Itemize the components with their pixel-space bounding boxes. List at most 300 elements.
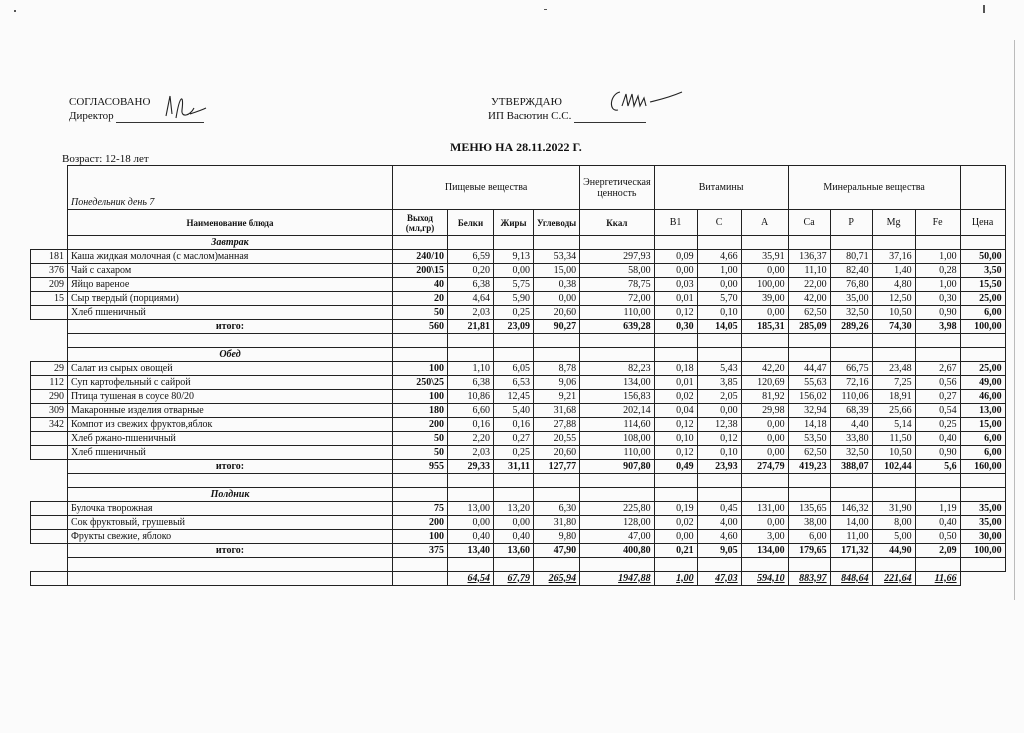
total-price: 160,00 — [960, 460, 1005, 474]
dish-price: 35,00 — [960, 516, 1005, 530]
meal-blank-cell — [788, 348, 830, 362]
dish-ca: 14,18 — [788, 418, 830, 432]
dish-row — [31, 292, 1006, 306]
grand-total-row — [31, 572, 1006, 586]
dish-a: 131,00 — [741, 502, 788, 516]
spacer-cell — [448, 474, 494, 488]
total-p: 171,32 — [830, 544, 872, 558]
dish-name: Сыр твердый (порциями) — [68, 292, 393, 306]
dish-a: 0,00 — [741, 446, 788, 460]
dish-price: 50,00 — [960, 250, 1005, 264]
dish-p: 80,71 — [830, 250, 872, 264]
total-num-blank — [31, 320, 68, 334]
grand-blank — [393, 572, 448, 586]
dish-ca: 11,10 — [788, 264, 830, 278]
dish-ca: 38,00 — [788, 516, 830, 530]
director-label: Директор — [69, 110, 114, 122]
dish-row — [31, 502, 1006, 516]
dish-a: 100,00 — [741, 278, 788, 292]
approve-label: УТВЕРЖДАЮ — [491, 96, 562, 108]
total-carb: 90,27 — [534, 320, 580, 334]
dish-p: 82,40 — [830, 264, 872, 278]
spacer-cell — [697, 558, 741, 572]
dish-output: 50 — [393, 446, 448, 460]
total-price: 100,00 — [960, 544, 1005, 558]
dish-carb: 8,78 — [534, 362, 580, 376]
dish-kcal: 297,93 — [580, 250, 654, 264]
total-a: 134,00 — [741, 544, 788, 558]
dish-prot: 6,60 — [448, 404, 494, 418]
grand-total-b1: 1,00 — [654, 572, 697, 586]
spacer-cell — [494, 334, 534, 348]
dish-carb: 20,60 — [534, 306, 580, 320]
meal-header-row — [31, 488, 1006, 502]
col-dish: Наименование блюда — [68, 210, 393, 236]
meal-name: Полдник — [68, 488, 393, 502]
dish-a: 0,00 — [741, 516, 788, 530]
meal-blank-cell — [580, 348, 654, 362]
grand-total-c: 47,03 — [697, 572, 741, 586]
spacer-cell — [534, 474, 580, 488]
director-signature — [160, 88, 210, 124]
dish-fe: 0,56 — [915, 376, 960, 390]
dish-p: 35,00 — [830, 292, 872, 306]
dish-ca: 22,00 — [788, 278, 830, 292]
dish-kcal: 156,83 — [580, 390, 654, 404]
total-mg: 102,44 — [872, 460, 915, 474]
dish-fat: 6,53 — [494, 376, 534, 390]
dish-name: Суп картофельный с сайрой — [68, 376, 393, 390]
dish-ca: 44,47 — [788, 362, 830, 376]
dish-kcal: 72,00 — [580, 292, 654, 306]
spacer-cell — [448, 334, 494, 348]
spacer-row — [31, 474, 1006, 488]
recipe-number — [31, 306, 68, 320]
spacer-cell — [534, 558, 580, 572]
recipe-number: 342 — [31, 418, 68, 432]
dish-ca: 42,00 — [788, 292, 830, 306]
dish-a: 3,00 — [741, 530, 788, 544]
dish-fe: 0,90 — [915, 306, 960, 320]
dish-output: 200 — [393, 418, 448, 432]
total-row — [31, 320, 1006, 334]
meal-name: Завтрак — [68, 236, 393, 250]
dish-kcal: 225,80 — [580, 502, 654, 516]
dish-b1: 0,12 — [654, 446, 697, 460]
total-mg: 44,90 — [872, 544, 915, 558]
dish-a: 0,00 — [741, 264, 788, 278]
dish-carb: 31,68 — [534, 404, 580, 418]
dish-mg: 31,90 — [872, 502, 915, 516]
dish-output: 50 — [393, 306, 448, 320]
recipe-number: 112 — [31, 376, 68, 390]
total-a: 274,79 — [741, 460, 788, 474]
dish-prot: 2,20 — [448, 432, 494, 446]
col-ca: Ca — [788, 210, 830, 236]
nutrients-header: Пищевые вещества — [393, 166, 580, 210]
dish-fe: 0,50 — [915, 530, 960, 544]
meal-blank-cell — [534, 488, 580, 502]
dish-name: Каша жидкая молочная (с маслом)манная — [68, 250, 393, 264]
dish-ca: 6,00 — [788, 530, 830, 544]
dish-carb: 53,34 — [534, 250, 580, 264]
total-label: итого: — [68, 544, 393, 558]
total-kcal: 907,80 — [580, 460, 654, 474]
dish-name: Чай с сахаром — [68, 264, 393, 278]
dish-fe: 0,40 — [915, 432, 960, 446]
dish-row — [31, 418, 1006, 432]
dish-c: 3,85 — [697, 376, 741, 390]
total-prot: 29,33 — [448, 460, 494, 474]
dish-mg: 4,80 — [872, 278, 915, 292]
dish-carb: 6,30 — [534, 502, 580, 516]
dish-kcal: 108,00 — [580, 432, 654, 446]
spacer-cell — [580, 474, 654, 488]
spacer-num — [31, 558, 68, 572]
dish-price: 30,00 — [960, 530, 1005, 544]
dish-ca: 136,37 — [788, 250, 830, 264]
total-prot: 13,40 — [448, 544, 494, 558]
dish-prot: 0,40 — [448, 530, 494, 544]
dish-b1: 0,19 — [654, 502, 697, 516]
scan-speck — [544, 9, 547, 10]
dish-carb: 9,06 — [534, 376, 580, 390]
spacer-cell — [872, 558, 915, 572]
total-fat: 23,09 — [494, 320, 534, 334]
spacer-cell — [393, 334, 448, 348]
meal-blank-cell — [448, 488, 494, 502]
dish-prot: 13,00 — [448, 502, 494, 516]
dish-p: 11,00 — [830, 530, 872, 544]
spacer-cell — [697, 334, 741, 348]
total-c: 9,05 — [697, 544, 741, 558]
spacer-cell — [872, 474, 915, 488]
dish-name: Булочка творожная — [68, 502, 393, 516]
recipe-number — [31, 502, 68, 516]
total-carb: 127,77 — [534, 460, 580, 474]
dish-fe: 0,30 — [915, 292, 960, 306]
col-carbs: Углеводы — [534, 210, 580, 236]
dish-price: 6,00 — [960, 446, 1005, 460]
dish-output: 240/10 — [393, 250, 448, 264]
total-mg: 74,30 — [872, 320, 915, 334]
dish-kcal: 78,75 — [580, 278, 654, 292]
dish-kcal: 110,00 — [580, 446, 654, 460]
header-row-groups — [31, 166, 1006, 210]
dish-ca: 32,94 — [788, 404, 830, 418]
dish-fat: 0,00 — [494, 264, 534, 278]
dish-kcal: 58,00 — [580, 264, 654, 278]
dish-mg: 1,40 — [872, 264, 915, 278]
price-header-blank — [960, 166, 1005, 210]
meal-blank-cell — [872, 488, 915, 502]
dish-prot: 2,03 — [448, 306, 494, 320]
dish-b1: 0,10 — [654, 432, 697, 446]
total-fat: 13,60 — [494, 544, 534, 558]
dish-p: 4,40 — [830, 418, 872, 432]
dish-b1: 0,04 — [654, 404, 697, 418]
dish-mg: 10,50 — [872, 306, 915, 320]
dish-ca: 156,02 — [788, 390, 830, 404]
dish-p: 68,39 — [830, 404, 872, 418]
dish-prot: 0,16 — [448, 418, 494, 432]
approver-signature — [606, 86, 690, 118]
dish-fat: 5,40 — [494, 404, 534, 418]
age-label: Возраст: 12-18 лет — [62, 153, 149, 165]
dish-price: 25,00 — [960, 362, 1005, 376]
dish-c: 0,00 — [697, 404, 741, 418]
spacer-row — [31, 334, 1006, 348]
grand-total-mg: 221,64 — [872, 572, 915, 586]
spacer-cell — [393, 558, 448, 572]
dish-c: 2,05 — [697, 390, 741, 404]
dish-price: 46,00 — [960, 390, 1005, 404]
spacer-cell — [960, 558, 1005, 572]
total-output: 560 — [393, 320, 448, 334]
grand-total-a: 594,10 — [741, 572, 788, 586]
dish-b1: 0,02 — [654, 390, 697, 404]
dish-kcal: 128,00 — [580, 516, 654, 530]
day-label: Понедельник день 7 — [68, 166, 393, 210]
meal-blank-cell — [534, 348, 580, 362]
total-label: итого: — [68, 320, 393, 334]
meal-blank-cell — [697, 236, 741, 250]
col-p: P — [830, 210, 872, 236]
dish-output: 50 — [393, 432, 448, 446]
dish-ca: 135,65 — [788, 502, 830, 516]
meal-blank-cell — [788, 236, 830, 250]
dish-b1: 0,02 — [654, 516, 697, 530]
recipe-number: 181 — [31, 250, 68, 264]
spacer-cell — [654, 334, 697, 348]
dish-name: Яйцо вареное — [68, 278, 393, 292]
dish-row — [31, 390, 1006, 404]
dish-prot: 6,38 — [448, 376, 494, 390]
dish-a: 120,69 — [741, 376, 788, 390]
grand-price-blank — [960, 572, 1005, 586]
meal-blank-cell — [741, 488, 788, 502]
dish-c: 0,12 — [697, 432, 741, 446]
spacer-cell — [830, 474, 872, 488]
dish-mg: 25,66 — [872, 404, 915, 418]
dish-b1: 0,18 — [654, 362, 697, 376]
energy-header: Энергетическая ценность — [580, 166, 654, 210]
meal-blank-cell — [915, 348, 960, 362]
meal-header-row — [31, 236, 1006, 250]
total-output: 955 — [393, 460, 448, 474]
dish-name: Сок фруктовый, грушевый — [68, 516, 393, 530]
dish-mg: 5,14 — [872, 418, 915, 432]
dish-prot: 10,86 — [448, 390, 494, 404]
spacer-cell — [915, 474, 960, 488]
dish-b1: 0,01 — [654, 292, 697, 306]
dish-row — [31, 432, 1006, 446]
meal-blank-cell — [830, 348, 872, 362]
total-fe: 3,98 — [915, 320, 960, 334]
meal-blank-cell — [872, 348, 915, 362]
spacer-cell — [580, 558, 654, 572]
dish-output: 100 — [393, 390, 448, 404]
meal-blank-cell — [741, 348, 788, 362]
dish-kcal: 134,00 — [580, 376, 654, 390]
total-a: 185,31 — [741, 320, 788, 334]
dish-p: 32,50 — [830, 306, 872, 320]
dish-a: 39,00 — [741, 292, 788, 306]
dish-kcal: 202,14 — [580, 404, 654, 418]
dish-b1: 0,03 — [654, 278, 697, 292]
total-fe: 2,09 — [915, 544, 960, 558]
dish-name: Фрукты свежие, яблоко — [68, 530, 393, 544]
dish-prot: 0,20 — [448, 264, 494, 278]
total-ca: 179,65 — [788, 544, 830, 558]
dish-mg: 5,00 — [872, 530, 915, 544]
dish-output: 250\25 — [393, 376, 448, 390]
dish-c: 12,38 — [697, 418, 741, 432]
dish-prot: 2,03 — [448, 446, 494, 460]
dish-price: 13,00 — [960, 404, 1005, 418]
meal-blank-cell — [960, 348, 1005, 362]
dish-fat: 0,40 — [494, 530, 534, 544]
grand-total-carb: 265,94 — [534, 572, 580, 586]
header-row-columns — [31, 210, 1006, 236]
dish-price: 25,00 — [960, 292, 1005, 306]
scan-speck — [14, 10, 16, 12]
dish-fat: 6,05 — [494, 362, 534, 376]
dish-c: 1,00 — [697, 264, 741, 278]
dish-carb: 9,21 — [534, 390, 580, 404]
spacer-num — [31, 474, 68, 488]
dish-carb: 31,80 — [534, 516, 580, 530]
dish-kcal: 47,00 — [580, 530, 654, 544]
meal-blank-cell — [697, 488, 741, 502]
dish-c: 4,66 — [697, 250, 741, 264]
meal-blank-cell — [741, 236, 788, 250]
dish-c: 4,00 — [697, 516, 741, 530]
total-num-blank — [31, 460, 68, 474]
spacer-cell — [534, 334, 580, 348]
dish-row — [31, 250, 1006, 264]
recipe-number: 290 — [31, 390, 68, 404]
dish-c: 5,43 — [697, 362, 741, 376]
col-a: A — [741, 210, 788, 236]
dish-fe: 1,00 — [915, 278, 960, 292]
spacer-cell — [830, 558, 872, 572]
dish-carb: 0,00 — [534, 292, 580, 306]
dish-fe: 0,25 — [915, 418, 960, 432]
approver-signature-line — [574, 122, 646, 123]
dish-price: 35,00 — [960, 502, 1005, 516]
dish-price: 3,50 — [960, 264, 1005, 278]
dish-kcal: 82,23 — [580, 362, 654, 376]
dish-name: Хлеб пшеничный — [68, 306, 393, 320]
dish-mg: 37,16 — [872, 250, 915, 264]
dish-fat: 0,25 — [494, 306, 534, 320]
meal-blank-cell — [494, 488, 534, 502]
dish-p: 110,06 — [830, 390, 872, 404]
dish-fat: 9,13 — [494, 250, 534, 264]
spacer-row — [31, 558, 1006, 572]
spacer-cell — [872, 334, 915, 348]
col-protein: Белки — [448, 210, 494, 236]
total-prot: 21,81 — [448, 320, 494, 334]
grand-total-prot: 64,54 — [448, 572, 494, 586]
dish-p: 66,75 — [830, 362, 872, 376]
spacer-cell — [915, 558, 960, 572]
dish-mg: 7,25 — [872, 376, 915, 390]
dish-row — [31, 376, 1006, 390]
dish-name: Хлеб ржано-пшеничный — [68, 432, 393, 446]
dish-output: 40 — [393, 278, 448, 292]
meal-blank-cell — [580, 488, 654, 502]
total-output: 375 — [393, 544, 448, 558]
spacer-cell — [915, 334, 960, 348]
dish-row — [31, 404, 1006, 418]
dish-output: 100 — [393, 530, 448, 544]
dish-ca: 62,50 — [788, 446, 830, 460]
meal-header-row — [31, 348, 1006, 362]
dish-a: 0,00 — [741, 306, 788, 320]
col-fat: Жиры — [494, 210, 534, 236]
meal-blank-cell — [654, 236, 697, 250]
dish-c: 0,45 — [697, 502, 741, 516]
recipe-number — [31, 530, 68, 544]
meal-blank-cell — [830, 236, 872, 250]
dish-row — [31, 362, 1006, 376]
menu-title: МЕНЮ НА 28.11.2022 Г. — [450, 140, 582, 154]
col-b1: B1 — [654, 210, 697, 236]
dish-output: 20 — [393, 292, 448, 306]
dish-mg: 8,00 — [872, 516, 915, 530]
meal-name: Обед — [68, 348, 393, 362]
total-carb: 47,90 — [534, 544, 580, 558]
total-num-blank — [31, 544, 68, 558]
dish-price: 15,00 — [960, 418, 1005, 432]
col-output: Выход (мл,гр) — [393, 210, 448, 236]
col-mg: Mg — [872, 210, 915, 236]
meal-blank-cell — [960, 488, 1005, 502]
dish-output: 75 — [393, 502, 448, 516]
scan-edge — [1014, 40, 1015, 600]
meal-blank-cell — [393, 236, 448, 250]
total-ca: 285,09 — [788, 320, 830, 334]
total-b1: 0,49 — [654, 460, 697, 474]
dish-output: 200 — [393, 516, 448, 530]
meal-num-blank — [31, 236, 68, 250]
dish-a: 81,92 — [741, 390, 788, 404]
dish-c: 4,60 — [697, 530, 741, 544]
dish-fat: 5,90 — [494, 292, 534, 306]
dish-kcal: 110,00 — [580, 306, 654, 320]
dish-fe: 0,54 — [915, 404, 960, 418]
dish-carb: 27,88 — [534, 418, 580, 432]
spacer-num — [31, 334, 68, 348]
spacer-cell — [68, 334, 393, 348]
dish-b1: 0,12 — [654, 418, 697, 432]
spacer-cell — [654, 474, 697, 488]
dish-mg: 10,50 — [872, 446, 915, 460]
grand-total-fat: 67,79 — [494, 572, 534, 586]
dish-ca: 53,50 — [788, 432, 830, 446]
spacer-cell — [741, 474, 788, 488]
dish-mg: 11,50 — [872, 432, 915, 446]
dish-carb: 9,80 — [534, 530, 580, 544]
spacer-cell — [741, 334, 788, 348]
meal-blank-cell — [448, 236, 494, 250]
meal-num-blank — [31, 488, 68, 502]
spacer-cell — [654, 558, 697, 572]
total-ca: 419,23 — [788, 460, 830, 474]
grand-blank — [68, 572, 393, 586]
